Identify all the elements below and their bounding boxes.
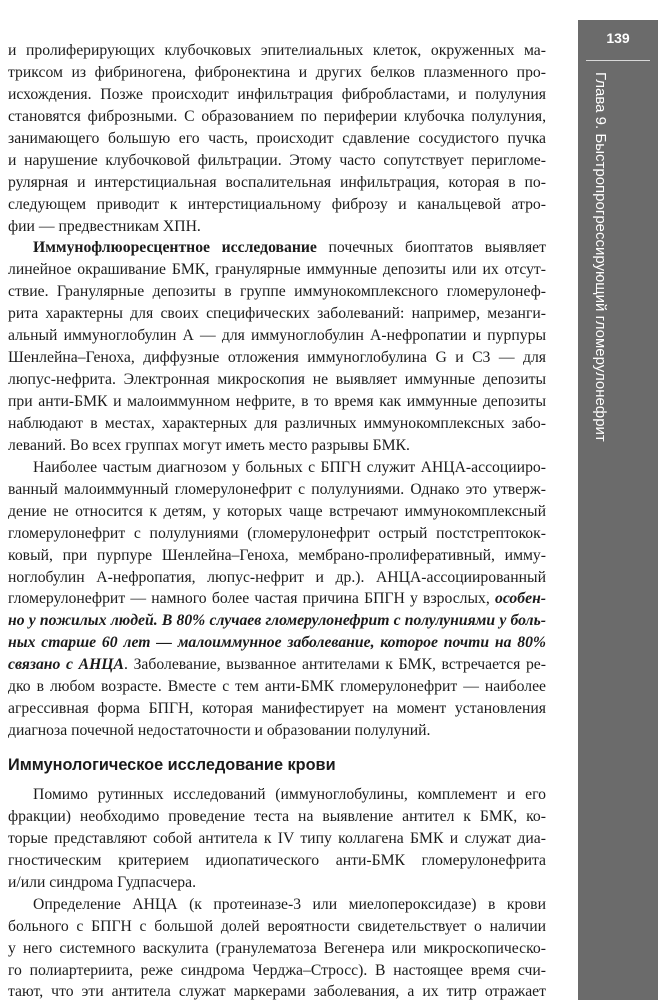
text-run: гломерулонефрит — намного более частая причина БПГН у взрослых, — [8, 590, 496, 608]
paragraph-routine-tests — [8, 784, 546, 894]
text-line: ванный малоиммунный гломерулонефрит с полулуниями. Однако это утверж- — [8, 480, 546, 498]
text-line: Определение АНЦА (к протеиназе-3 или миелопероксидазе) в крови — [33, 895, 546, 913]
text-line: фракции) необходимо проведение теста на выявление антител к БМК, ко- — [8, 807, 546, 825]
text-line: го полиартериита, реже синдрома Черджа–Стросс). В настоящее время счи- — [8, 961, 546, 979]
emphasis-line: но у пожилых людей. В 80% случаев гломерулонефрит с полулуниями у боль- — [8, 612, 546, 630]
emphasis-run: связано с АНЦА — [8, 656, 124, 674]
section-heading: Иммунологическое исследование крови — [8, 756, 336, 774]
text-line — [8, 237, 546, 259]
text-run: . Заболевание, вызванное антителами к БМК, встречается ре- — [123, 656, 546, 674]
text-line: Помимо рутинных исследований (иммуноглобулины, комплемент и его — [33, 786, 546, 803]
text-line: диагноза почечной недостаточности и образовании полулуний. — [8, 722, 431, 740]
text-line: ноглобулин А-нефропатия, люпус-нефрит и др.). АНЦА-ассоциированный — [8, 568, 546, 586]
text-line: дение не относится к детям, у которых чаще встречают иммунокомплексный — [8, 502, 546, 520]
text-line: торые представляют собой антитела к IV типу коллагена БМК и служат диа- — [8, 829, 546, 847]
page-number: 139 — [606, 30, 630, 46]
text-line: исхождения. Позже происходит инфильтрация фибробластами, и полулуния — [8, 85, 546, 103]
text-line: триксом из фибриногена, фибронектина и других белков плазменного про- — [8, 63, 546, 81]
text-line: при анти-БМК и малоиммунном нефрите, в то время как иммунные депозиты — [8, 393, 546, 410]
text-line: и пролиферирующих клубочковых эпителиальных клеток, окруженных ма- — [8, 42, 546, 59]
text-line: дко в любом возрасте. Вместе с тем анти-БМК гломерулонефрит — наиболее — [8, 678, 546, 696]
text-line: гностическим критерием идиопатического анти-БМК гломерулонефрита — [8, 851, 546, 869]
text-line: больного с БПГН с большой долей вероятности свидетельствует о наличии — [8, 917, 546, 935]
text-line: следующем приводит к интерстициальному фиброзу и канальцевой атро- — [8, 195, 546, 213]
page-body — [8, 40, 546, 1003]
emphasis-line: ных старше 60 лет — малоиммунное заболевание, которое почти на 80% — [8, 634, 546, 652]
text-line: наблюдают в местах, характерных для различных иммунокомплексных забо- — [8, 414, 546, 432]
paragraph-anca-determination — [8, 894, 546, 1003]
bold-term: Иммунофлюоресцентное исследование — [33, 239, 317, 257]
text-line: рулярная и интерстициальная воспалительная инфильтрация, которая в по- — [8, 173, 546, 191]
text-line: у него системного васкулита (гранулематоза Вегенера или микроскопическо- — [8, 939, 546, 957]
text-line: Наиболее частым диагнозом у больных с БПГН служит АНЦА-ассоцииро- — [33, 458, 546, 476]
text-line: и нарушение клубочковой фильтрации. Этому часто сопутствует перигломе- — [8, 151, 546, 169]
text-line: ковый, при пурпуре Шенлейна–Геноха, мембрано-пролиферативный, имму- — [8, 546, 546, 564]
text-line — [8, 588, 546, 610]
text-line: леваний. Во всех группах могут иметь место разрывы БМК. — [8, 436, 410, 454]
text-line: гломерулонефрит с полулуниями (гломерулонефрит острый постстрептокок- — [8, 524, 546, 542]
text-line: и/или синдрома Гудпасчера. — [8, 873, 197, 891]
text-line: ствие. Гранулярные депозиты в группе иммунокомплексного гломерулонеф- — [8, 283, 546, 301]
text-line: занимающего большую его часть, происходит сдавление сосудистого пучка — [8, 129, 546, 147]
chapter-sidebar — [578, 20, 658, 1000]
text-line: альный иммуноглобулин А — для иммуноглобулин А-нефропатии и пурпуры — [8, 327, 546, 345]
paragraph-crescent-formation — [8, 40, 546, 237]
text-line: рита характерны для своих специфических заболеваний: например, мезанги- — [8, 305, 546, 323]
text-run: почечных биоптатов выявляет — [316, 239, 546, 257]
text-line: Шенлейна–Геноха, диффузные отложения иммуноглобулина G и C3 — для — [8, 349, 546, 367]
running-chapter-title: Глава 9. Быстропрогрессирующий гломерулонефрит — [592, 72, 609, 442]
paragraph-anca-diagnosis — [8, 457, 546, 742]
text-line — [8, 654, 546, 676]
paragraph-immunofluorescence — [8, 237, 546, 456]
page-number-divider — [586, 60, 650, 61]
text-line: становятся фиброзными. С образованием по периферии клубочка полулуния, — [8, 107, 546, 125]
emphasis-run: особен- — [495, 590, 546, 608]
text-line: тают, что эти антитела служат маркерами заболевания, а их титр отражает — [8, 983, 546, 1001]
text-line: фии — предвестникам ХПН. — [8, 217, 201, 235]
text-line: линейное окрашивание БМК, гранулярные иммунные депозиты или их отсут- — [8, 261, 546, 279]
text-line: люпус-нефрита. Электронная микроскопия не выявляет иммунные депозиты — [8, 371, 546, 389]
text-line: агрессивная форма БПГН, которая манифестирует на момент установления — [8, 700, 546, 718]
